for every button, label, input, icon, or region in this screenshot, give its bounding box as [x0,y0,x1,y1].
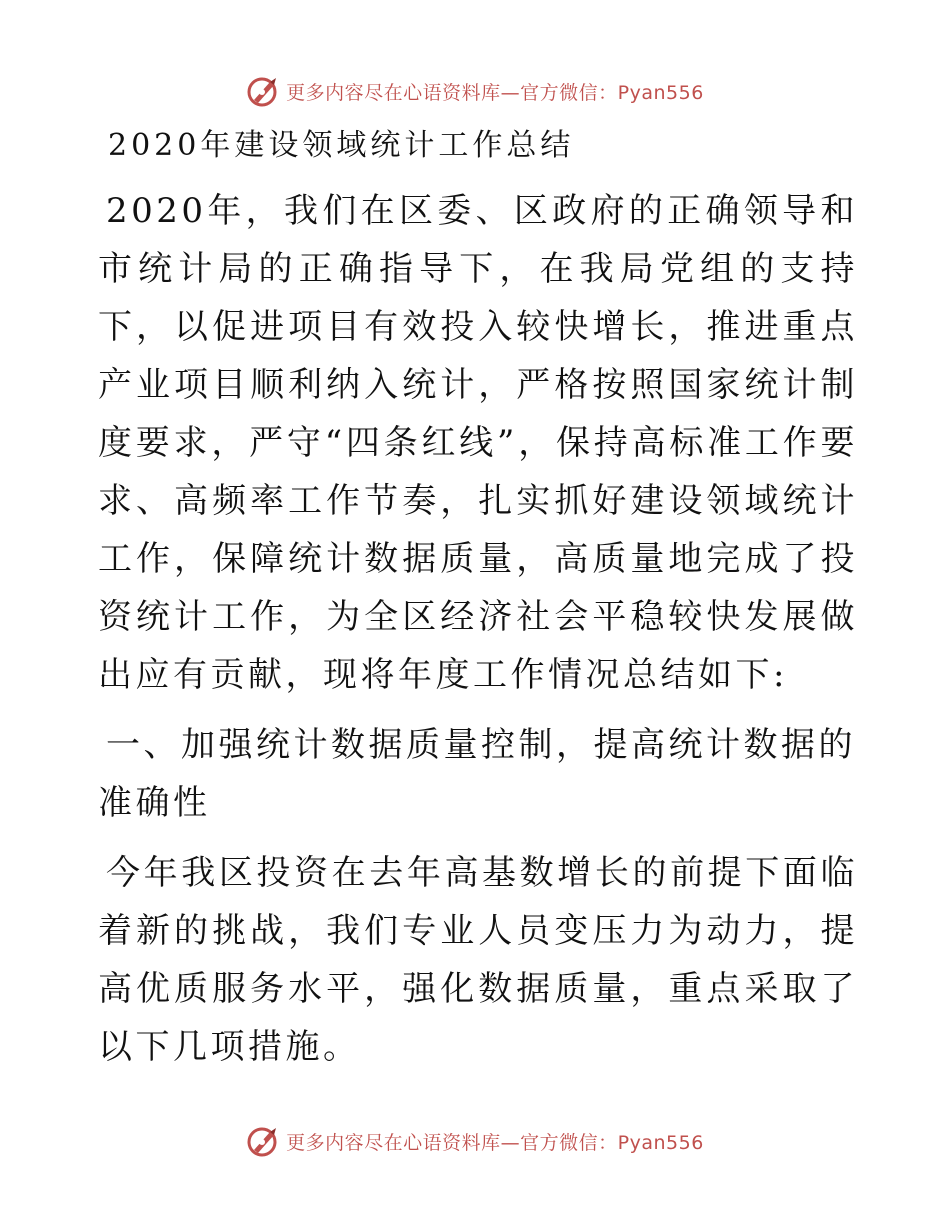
pen-circle-icon [246,74,280,108]
paragraph-intro: 2020年，我们在区委、区政府的正确领导和市统计局的正确指导下，在我局党组的支持下，以促进项目有效投入较快增长，推进重点产业项目顺利纳入统计，严格按照国家统计制度要求，严守“四条红线”，保持高标准工作要求、高频率工作节奏，扎实抓好建设领域统计工作，保障统计数据质量，高质量地完成了投资统计工作，为全区经济社会平稳较快发展做出应有贡献，现将年度工作情况总结如下: [98,191,858,695]
section-heading: 一、加强统计数据质量控制，提高统计数据的准确性 [98,725,856,823]
document-title: 2020年建设领域统计工作总结 [108,128,575,163]
watermark-text: 更多内容尽在心语资料库—官方微信：Pyan556 [286,81,704,104]
pen-circle-icon [246,1124,280,1158]
watermark-footer [0,1124,950,1158]
document-body [98,122,858,1088]
watermark-header [0,74,950,108]
paragraph-measures: 今年我区投资在去年高基数增长的前提下面临着新的挑战，我们专业人员变压力为动力，提高优质服务水平，强化数据质量，重点采取了以下几项措施。 [98,853,858,1067]
watermark-text: 更多内容尽在心语资料库—官方微信：Pyan556 [286,1131,704,1154]
